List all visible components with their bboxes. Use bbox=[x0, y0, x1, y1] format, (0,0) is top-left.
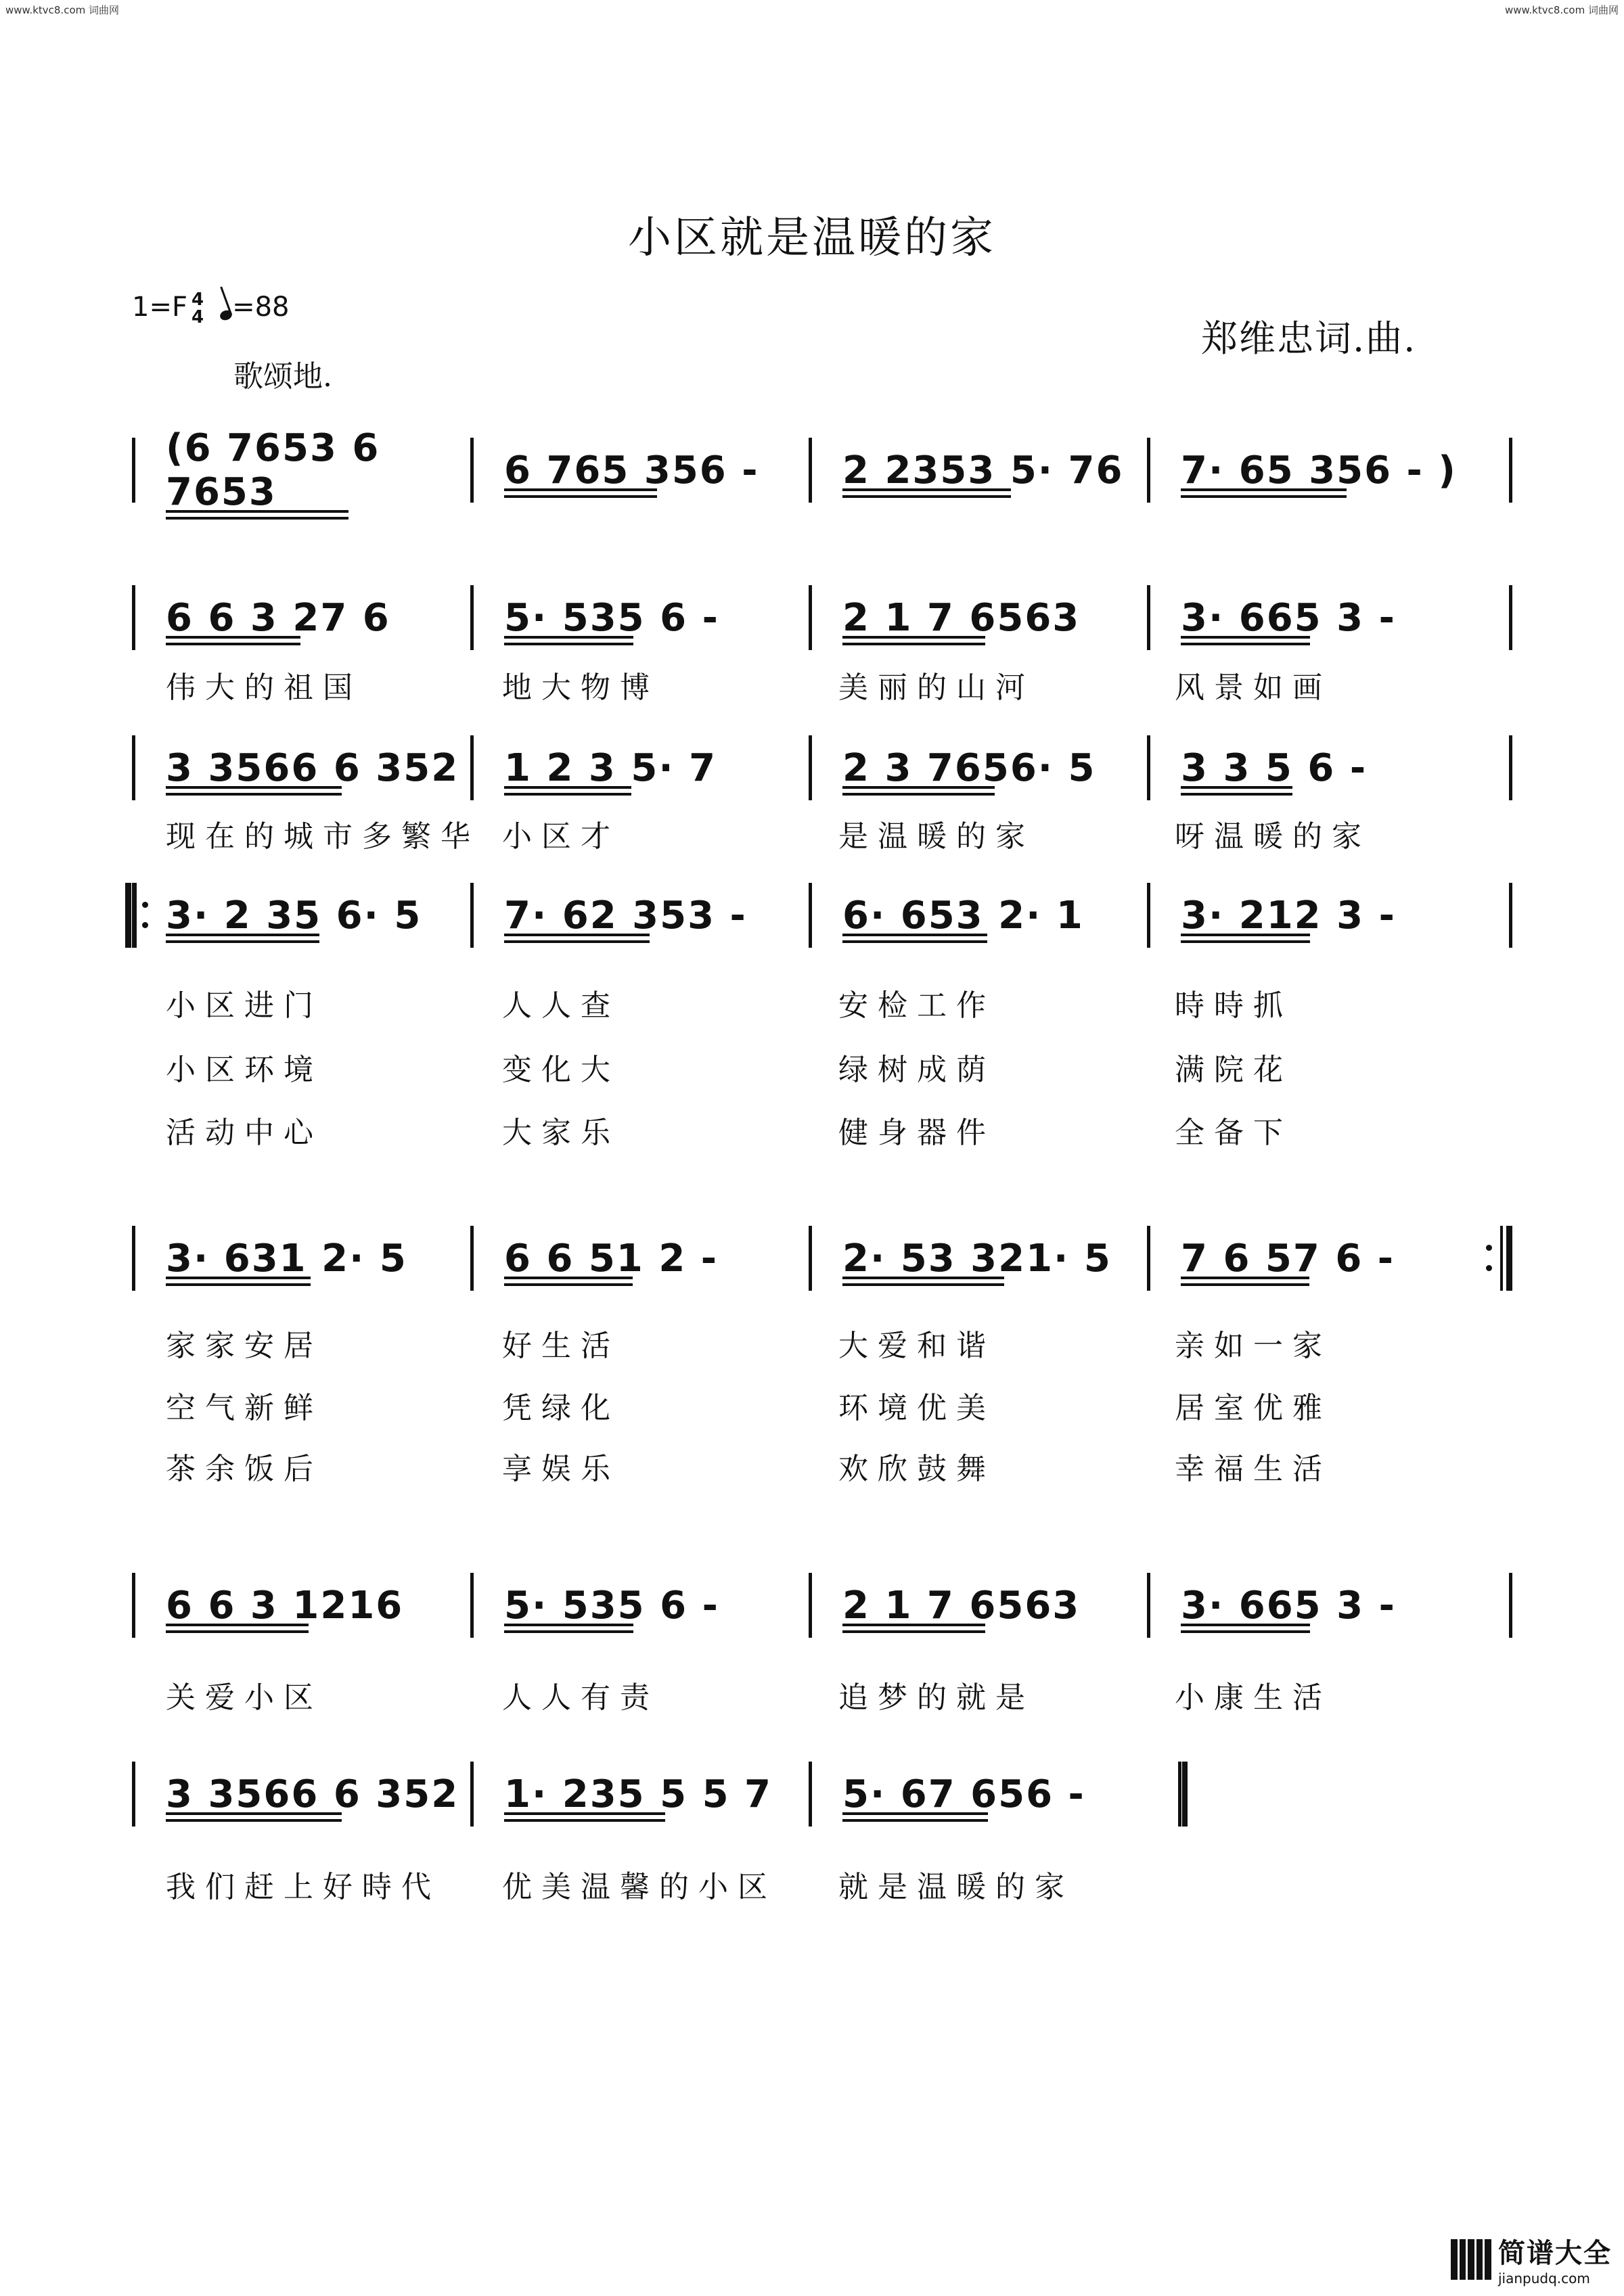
lyric: 人人查 bbox=[502, 988, 620, 1023]
measure bbox=[470, 1578, 809, 1632]
notes: (6 7653 6 7653 bbox=[166, 426, 470, 514]
measure bbox=[470, 888, 809, 942]
lyrics-verse-2a bbox=[166, 1045, 1512, 1088]
measure bbox=[1147, 888, 1485, 942]
music-line-6 bbox=[132, 1582, 1512, 1629]
measure bbox=[132, 426, 470, 514]
measure bbox=[470, 741, 809, 795]
notes: 6 6 51 2 - bbox=[504, 1236, 719, 1281]
site-url: jianpudq.com bbox=[1498, 2270, 1590, 2287]
measure bbox=[132, 1578, 470, 1632]
measure bbox=[1147, 1231, 1485, 1285]
notes: 7· 62 353 - bbox=[504, 893, 747, 938]
time-signature bbox=[191, 291, 204, 326]
notes: 2 1 7 6563 bbox=[842, 1583, 1081, 1628]
lyrics-line-6 bbox=[166, 1673, 1512, 1716]
notes: 5· 535 6 - bbox=[504, 595, 719, 640]
lyric: 亲如一家 bbox=[1175, 1329, 1332, 1363]
final-barline bbox=[1178, 1762, 1188, 1827]
barline bbox=[1509, 883, 1512, 948]
notes: 3· 665 3 - bbox=[1181, 1583, 1396, 1628]
lyric: 关爱小区 bbox=[166, 1680, 323, 1715]
lyric: 凭绿化 bbox=[502, 1391, 620, 1425]
measure bbox=[132, 1231, 470, 1285]
lyrics-line-7 bbox=[166, 1862, 1512, 1906]
notes: 3· 665 3 - bbox=[1181, 595, 1396, 640]
lyric: 美丽的山河 bbox=[838, 670, 1035, 705]
time-numerator: 4 bbox=[191, 290, 204, 310]
expression-mark: 歌颂地. bbox=[233, 359, 332, 394]
measure bbox=[809, 741, 1147, 795]
notes: 2· 53 321· 5 bbox=[842, 1236, 1112, 1281]
lyric: 小区进门 bbox=[166, 988, 323, 1023]
music-line-5 bbox=[132, 1235, 1512, 1282]
header-right-watermark: www.ktvc8.com 词曲网 bbox=[1504, 4, 1619, 16]
quarter-note-icon bbox=[219, 308, 233, 321]
measure bbox=[809, 1767, 1147, 1821]
notes: 3· 631 2· 5 bbox=[166, 1236, 407, 1281]
music-line-7 bbox=[132, 1770, 1188, 1818]
lyric: 呀温暖的家 bbox=[1175, 819, 1371, 854]
notes: 6· 653 2· 1 bbox=[842, 893, 1084, 938]
notes: 5· 535 6 - bbox=[504, 1583, 719, 1628]
measure bbox=[470, 1767, 809, 1821]
site-logo bbox=[1451, 2232, 1612, 2287]
lyrics-line-2 bbox=[166, 812, 1512, 855]
notes: 7· 65 356 - ) bbox=[1181, 448, 1457, 492]
lyric: 欢欣鼓舞 bbox=[838, 1452, 995, 1486]
composer-credit: 郑维忠词.曲. bbox=[1201, 317, 1417, 360]
lyrics-verse-3b bbox=[166, 1444, 1512, 1488]
lyric: 变化大 bbox=[502, 1053, 620, 1087]
lyric: 地大物博 bbox=[502, 670, 659, 705]
notes: 7 6 57 6 - bbox=[1181, 1236, 1395, 1281]
notes: 3 3 5 6 - bbox=[1181, 745, 1368, 790]
lyric: 活动中心 bbox=[166, 1116, 323, 1150]
notes: 6 6 3 1216 bbox=[166, 1583, 404, 1628]
notes: 6 6 3 27 6 bbox=[166, 595, 390, 640]
measure bbox=[470, 443, 809, 497]
measure bbox=[1147, 591, 1485, 645]
lyric: 我们赶上好時代 bbox=[166, 1870, 441, 1904]
lyrics-verse-1b bbox=[166, 1321, 1512, 1364]
song-title: 小区就是温暖的家 bbox=[628, 213, 996, 263]
header-left-watermark: www.ktvc8.com 词曲网 bbox=[5, 4, 120, 16]
notes: 6 765 356 - bbox=[504, 448, 759, 492]
barline bbox=[1509, 735, 1512, 800]
lyric: 优美温馨的小区 bbox=[502, 1870, 777, 1904]
measure bbox=[470, 1231, 809, 1285]
lyric: 全备下 bbox=[1175, 1116, 1292, 1150]
tempo: =88 bbox=[232, 292, 290, 323]
measure bbox=[1147, 443, 1485, 497]
measure bbox=[809, 1578, 1147, 1632]
measure bbox=[470, 591, 809, 645]
music-line-3 bbox=[132, 744, 1512, 791]
notes: 2 1 7 6563 bbox=[842, 595, 1081, 640]
music-line-4 bbox=[132, 892, 1512, 939]
lyric: 小康生活 bbox=[1175, 1680, 1332, 1715]
repeat-end-sign bbox=[1479, 1226, 1512, 1291]
lyric: 家家安居 bbox=[166, 1329, 323, 1363]
measure bbox=[809, 591, 1147, 645]
lyric: 现在的城市多繁华 bbox=[166, 819, 480, 854]
notes: 2 2353 5· 76 bbox=[842, 448, 1124, 492]
barline bbox=[1509, 585, 1512, 650]
music-line-1 bbox=[132, 426, 1512, 514]
lyrics-verse-2b bbox=[166, 1383, 1512, 1427]
lyric: 绿树成荫 bbox=[838, 1053, 995, 1087]
time-denominator: 4 bbox=[191, 307, 204, 327]
lyric: 大家乐 bbox=[502, 1116, 620, 1150]
barline bbox=[1509, 438, 1512, 503]
measure bbox=[809, 1231, 1147, 1285]
key-label: 1=F bbox=[132, 292, 187, 323]
lyric bbox=[1175, 1862, 1511, 1906]
notes: 5· 67 656 - bbox=[842, 1772, 1085, 1816]
notes: 3· 212 3 - bbox=[1181, 893, 1396, 938]
lyric: 人人有责 bbox=[502, 1680, 659, 1715]
lyric: 追梦的就是 bbox=[838, 1680, 1035, 1715]
lyrics-verse-1a bbox=[166, 981, 1512, 1024]
measure bbox=[809, 443, 1147, 497]
measure bbox=[1147, 741, 1485, 795]
lyric: 小区环境 bbox=[166, 1053, 323, 1087]
measure bbox=[132, 888, 470, 942]
lyric: 大爱和谐 bbox=[838, 1329, 995, 1363]
lyric: 环境优美 bbox=[838, 1391, 995, 1425]
lyrics-verse-3a bbox=[166, 1108, 1512, 1151]
lyric: 是温暖的家 bbox=[838, 819, 1035, 854]
lyric: 居室优雅 bbox=[1175, 1391, 1332, 1425]
notes: 1· 235 5 5 7 bbox=[504, 1772, 773, 1816]
notes: 2 3 7656· 5 bbox=[842, 745, 1096, 790]
barline bbox=[1509, 1573, 1512, 1638]
lyric: 好生活 bbox=[502, 1329, 620, 1363]
piano-keys-icon bbox=[1451, 2239, 1491, 2280]
notes: 1 2 3 5· 7 bbox=[504, 745, 717, 790]
notes: 3 3566 6 352 bbox=[166, 1772, 459, 1816]
measure bbox=[132, 741, 470, 795]
site-name: 简谱大全 bbox=[1498, 2238, 1612, 2269]
lyric: 伟大的祖国 bbox=[166, 670, 362, 705]
measure bbox=[132, 1767, 470, 1821]
measure bbox=[809, 888, 1147, 942]
key-signature bbox=[132, 291, 290, 326]
music-line-2 bbox=[132, 594, 1512, 641]
lyric: 幸福生活 bbox=[1175, 1452, 1332, 1486]
lyric: 满院花 bbox=[1175, 1053, 1292, 1087]
lyrics-line-1 bbox=[166, 663, 1512, 706]
notes: 3 3566 6 352 bbox=[166, 745, 459, 790]
measure bbox=[1147, 1578, 1485, 1632]
lyric: 享娱乐 bbox=[502, 1452, 620, 1486]
lyric: 茶余饭后 bbox=[166, 1452, 323, 1486]
lyric: 健身器件 bbox=[838, 1116, 995, 1150]
notes: 3· 2 35 6· 5 bbox=[166, 893, 422, 938]
lyric: 空气新鲜 bbox=[166, 1391, 323, 1425]
lyric: 安检工作 bbox=[838, 988, 995, 1023]
lyric: 风景如画 bbox=[1175, 670, 1332, 705]
lyric: 就是温暖的家 bbox=[838, 1870, 1074, 1904]
lyric: 小区才 bbox=[502, 819, 620, 854]
lyric: 時時抓 bbox=[1175, 988, 1292, 1023]
measure bbox=[132, 591, 470, 645]
